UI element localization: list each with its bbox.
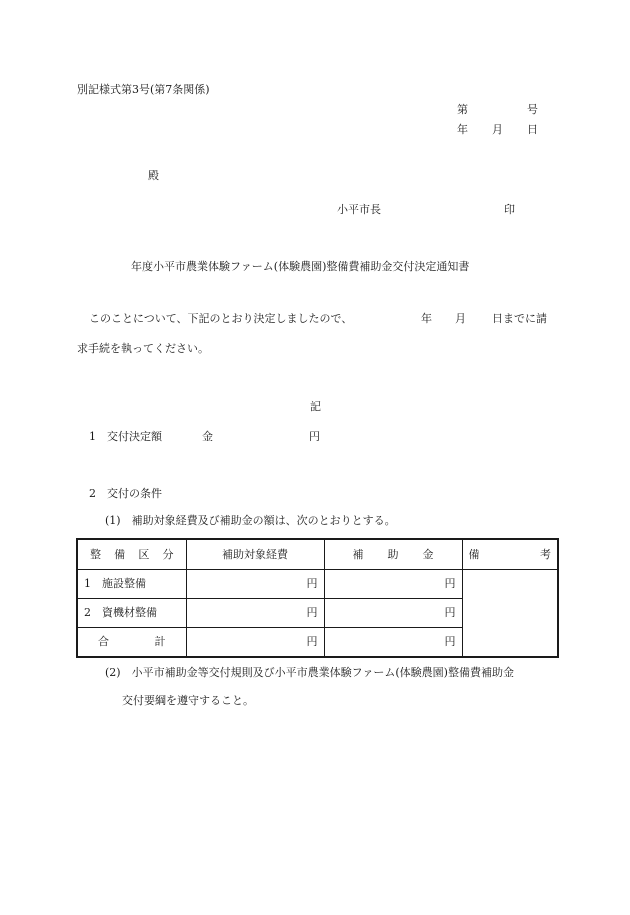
item2-label: 2 交付の条件 bbox=[89, 487, 162, 500]
date-line bbox=[457, 123, 538, 137]
header-category: 整 備 区 分 bbox=[77, 539, 186, 570]
date-month: 月 bbox=[492, 123, 503, 136]
row-cost-cell: 円 bbox=[186, 570, 324, 599]
item2-sub1: (1) 補助対象経費及び補助金の額は、次のとおりとする。 bbox=[105, 514, 396, 527]
total-label: 合 計 bbox=[77, 628, 186, 658]
remarks-cell bbox=[462, 570, 558, 658]
table-header-row bbox=[77, 539, 558, 570]
item1-yen: 円 bbox=[309, 430, 320, 443]
header-remarks: 備 考 bbox=[462, 539, 558, 570]
item1-label: 1 交付決定額 bbox=[89, 430, 162, 443]
body-line-1: このことについて、下記のとおり決定しましたので、 bbox=[89, 312, 353, 325]
total-subsidy-cell: 円 bbox=[324, 628, 462, 658]
date-day: 日 bbox=[527, 123, 538, 136]
body-day-tail: 日までに請 bbox=[492, 312, 547, 325]
row-label: 1 施設整備 bbox=[77, 570, 186, 599]
item1-kin: 金 bbox=[202, 430, 213, 443]
subsidy-table bbox=[76, 538, 559, 658]
row-cost-cell: 円 bbox=[186, 599, 324, 628]
number-suffix: 号 bbox=[527, 103, 538, 116]
body-month: 月 bbox=[455, 312, 466, 325]
item2-sub2-line2: 交付要綱を遵守すること。 bbox=[122, 694, 254, 707]
form-id: 別記様式第3号(第7条関係) bbox=[77, 83, 210, 96]
body-line-2: 求手続を執ってください。 bbox=[77, 342, 209, 355]
addressee-suffix: 殿 bbox=[148, 169, 159, 182]
number-prefix: 第 bbox=[457, 103, 468, 116]
ki-heading: 記 bbox=[310, 400, 321, 413]
body-year: 年 bbox=[421, 312, 432, 325]
row-label: 2 資機材整備 bbox=[77, 599, 186, 628]
date-year: 年 bbox=[457, 123, 468, 136]
item2-sub2-line1: (2) 小平市補助金等交付規則及び小平市農業体験ファーム(体験農園)整備費補助金 bbox=[105, 666, 514, 679]
header-cost: 補助対象経費 bbox=[186, 539, 324, 570]
document-number-line bbox=[457, 103, 538, 117]
table-row bbox=[77, 570, 558, 599]
row-subsidy-cell: 円 bbox=[324, 570, 462, 599]
document-title: 年度小平市農業体験ファーム(体験農園)整備費補助金交付決定通知書 bbox=[131, 260, 470, 273]
issuer: 小平市長 bbox=[337, 203, 381, 216]
row-subsidy-cell: 円 bbox=[324, 599, 462, 628]
seal-mark: 印 bbox=[504, 203, 515, 216]
header-subsidy: 補 助 金 bbox=[324, 539, 462, 570]
total-cost-cell: 円 bbox=[186, 628, 324, 658]
